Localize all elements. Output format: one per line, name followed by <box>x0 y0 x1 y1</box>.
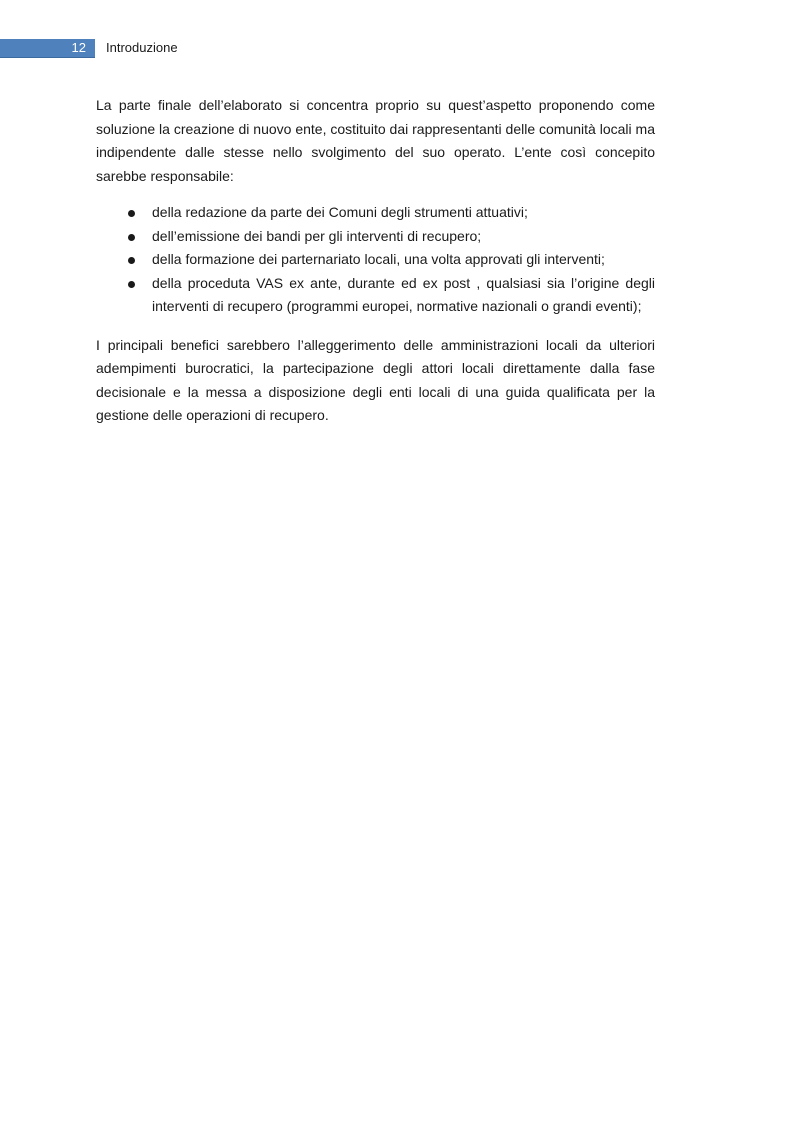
header-color-bar <box>0 39 95 58</box>
list-item <box>96 201 655 225</box>
list-item-text: dell’emissione dei bandi per gli interventi di recupero; <box>152 227 482 244</box>
list-item-text: della formazione dei parternariato locali, una volta approvati gli interventi; <box>152 251 605 267</box>
list-item <box>96 248 655 272</box>
intro-paragraph: La parte finale dell’elaborato si concentra proprio su quest’aspetto proponendo come soluzione la creazione di nuovo ente, costituito dai rappresentanti delle comunità locali ma indipendente dalle stesse nello svolgimento del suo operato. L’ente così concepito sarebbe responsabile: <box>96 97 655 184</box>
running-header-title: Introduzione <box>106 40 178 55</box>
bullet-icon <box>128 210 135 217</box>
closing-paragraph: I principali benefici sarebbero l’alleggerimento delle amministrazioni locali da ulteriori adempimenti burocratici, la partecipazione degli attori locali direttamente dalla fase decisionale e la messa a disposizione degli enti locali di una guida qualificata per la gestione delle operazioni di recupero. <box>96 336 655 423</box>
responsibilities-list <box>96 201 655 319</box>
bullet-icon <box>128 281 135 288</box>
page-body <box>96 94 655 428</box>
list-item <box>96 272 655 319</box>
list-item-text: della proceduta VAS ex ante, durante ed ex post , qualsiasi sia l’origine degli interventi di recupero (programmi europei, normative nazionali o grandi eventi); <box>152 274 655 314</box>
page-number: 12 <box>71 40 86 55</box>
list-item <box>96 225 655 249</box>
list-item-text: della redazione da parte dei Comuni degli strumenti attuativi; <box>152 204 528 220</box>
bullet-icon <box>128 234 135 241</box>
bullet-icon <box>128 257 135 264</box>
